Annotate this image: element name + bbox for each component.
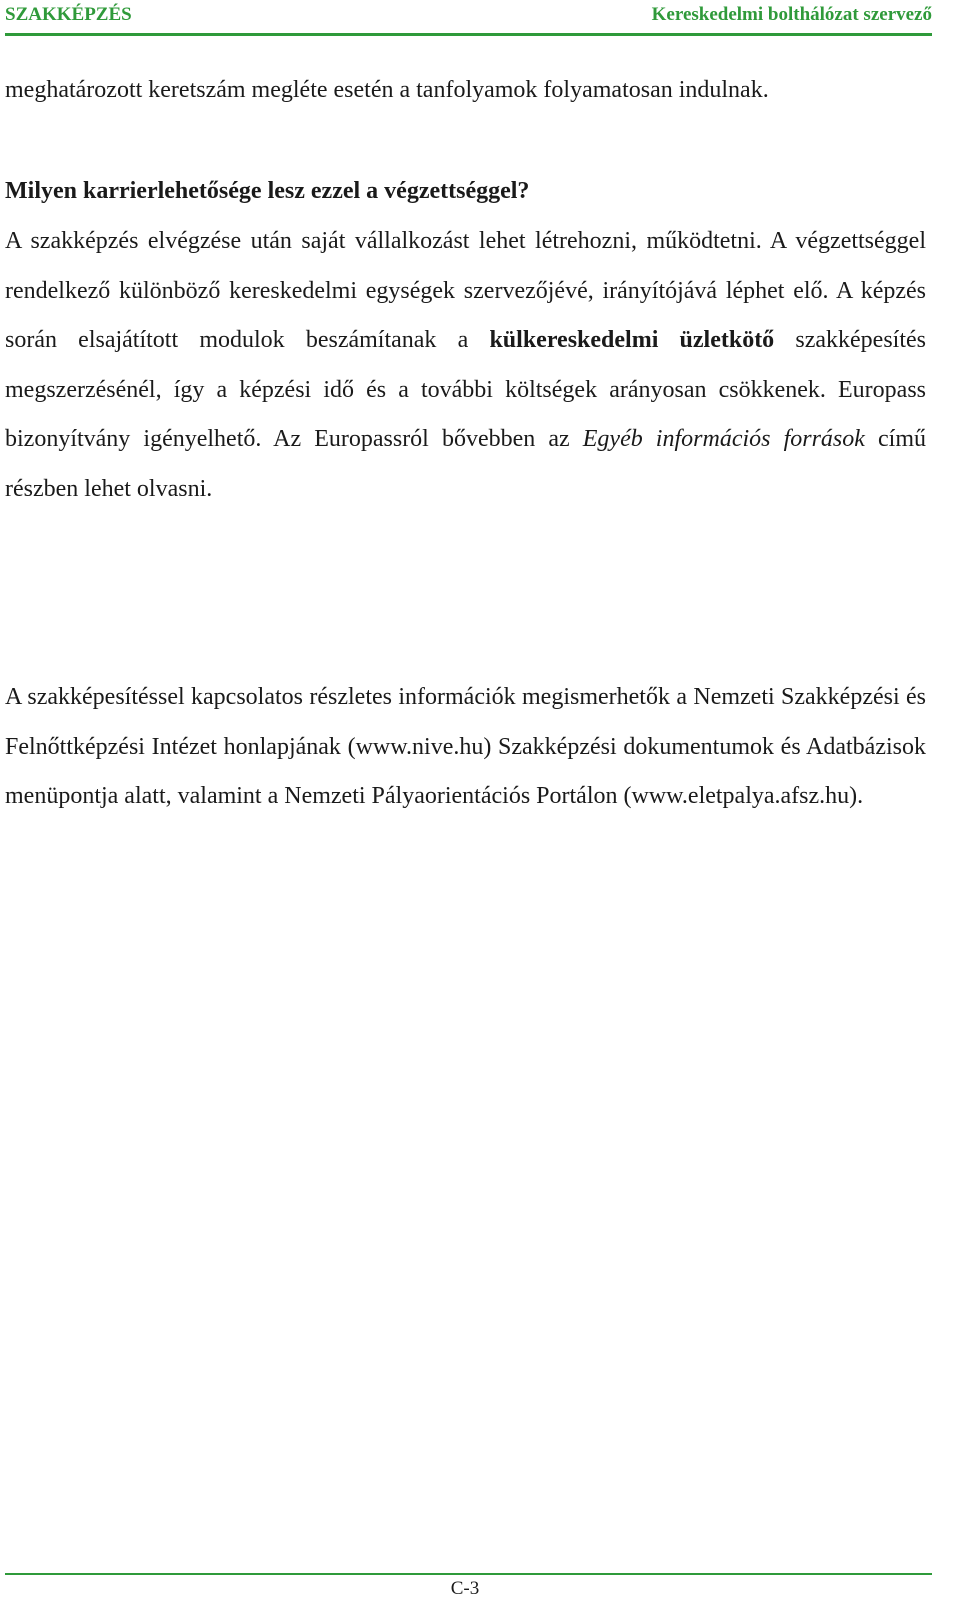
paragraph-career-text-3: című részben lehet olvasni. [5, 426, 927, 502]
paragraph-career-text-2: szakképesítés megszerzésénél, így a képzési idő és a további költségek arányosan csökkenek. Europass bizonyítvány igényelhető. Az Europassról bővebben az [5, 327, 926, 452]
paragraph-career-text-1: A szakképzés elvégzése után saját vállalkozást lehet létrehozni, működtetni. A végzettséggel rendelkező különböző kereskedelmi egységek szervezőjévé, irányítójává léphet elő. A képzés során elsajátított modulok beszámítanak a [5, 228, 926, 353]
paragraph-career-bold: külkereskedelmi üzletkötő [489, 327, 775, 353]
header-category: SZAKKÉPZÉS [5, 4, 132, 25]
section-heading: Milyen karrierlehetősége lesz ezzel a végzettséggel? [5, 178, 530, 204]
paragraph-career [5, 217, 926, 514]
header-title: Kereskedelmi bolthálózat szervező [651, 4, 932, 25]
page-number: C-3 [450, 1578, 480, 1599]
page-header [5, 0, 932, 34]
header-divider [5, 33, 932, 36]
paragraph-continuation: meghatározott keretszám megléte esetén a tanfolyamok folyamatosan indulnak. [5, 77, 769, 103]
paragraph-career-italic: Egyéb információs források [582, 426, 865, 452]
paragraph-more-info: A szakképesítéssel kapcsolatos részletes információk megismerhetők a Nemzeti Szakképzési és Felnőttképzési Intézet honlapjának (www.nive.hu) Szakképzési dokumentumok és Adatbázisok menüpontja alatt, valamint a Nemzeti Pályaorientációs Portálon (www.eletpalya.afsz.hu). [5, 684, 926, 809]
footer-divider [5, 1573, 932, 1575]
